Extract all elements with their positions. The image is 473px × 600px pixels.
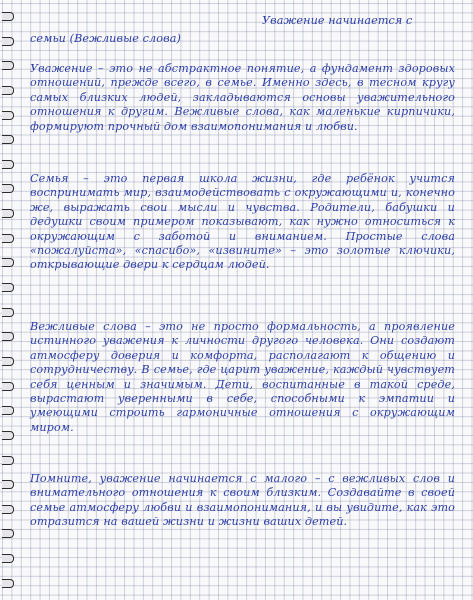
spiral-binding (0, 0, 18, 600)
spiral-ring (2, 579, 14, 588)
spiral-ring (2, 554, 14, 563)
spiral-ring (2, 111, 14, 120)
spiral-ring (2, 258, 14, 267)
spiral-ring (2, 406, 14, 415)
spiral-ring (2, 61, 14, 70)
spiral-ring (2, 480, 14, 489)
spiral-ring (2, 12, 14, 21)
title-line-1: Уважение начинается с (262, 14, 413, 27)
spiral-ring (2, 160, 14, 169)
paragraph-2: Семья – это первая школа жизни, где ребёнок учится воспринимать мир, взаимодействовать с окружающими и, конечно же, выражать свои мысли и чувства. Родители, бабушки и дедушки своим примером показывают, как нужно относиться к окружающим с заботой и вниманием. Простые слова «пожалуйста», «спасибо», «извините» – это золотые ключики, открывающие двери к сердцам людей. (30, 172, 455, 272)
spiral-ring (2, 529, 14, 538)
spiral-ring (2, 357, 14, 366)
spiral-ring (2, 37, 14, 46)
spiral-ring (2, 234, 14, 243)
paragraph-4: Помните, уважение начинается с малого – с вежливых слов и внимательного отношения к своим близким. Создавайте в своей семье атмосферу любви и взаимопонимания, и вы увидите, как это отразится на вашей жизни и жизни ваших детей. (30, 472, 455, 529)
spiral-ring (2, 431, 14, 440)
title-line-2: семьи (Вежливые слова) (30, 32, 181, 45)
spiral-ring (2, 86, 14, 95)
spiral-ring (2, 456, 14, 465)
spiral-ring (2, 135, 14, 144)
paragraph-3: Вежливые слова – это не просто формальность, а проявление истинного уважения к личности другого человека. Они создают атмосферу доверия и комфорта, располагают к общению и сотрудничеству. В семье, где царит уважение, каждый чувствует себя ценным и значимым. Дети, воспитанные в такой среде, вырастают уверенными в себе, способными к эмпатии и умеющими строить гармоничные отношения с окружающим миром. (30, 320, 455, 434)
spiral-ring (2, 184, 14, 193)
paragraph-1: Уважение – это не абстрактное понятие, а фундамент здоровых отношений, прежде всего, в семье. Именно здесь, в тесном кругу самых близких людей, закладываются основы уважительного отношения к другим. Вежливые слова, как маленькие кирпичики, формируют прочный дом взаимопонимания и любви. (30, 62, 455, 133)
spiral-ring (2, 308, 14, 317)
spiral-ring (2, 332, 14, 341)
spiral-ring (2, 283, 14, 292)
spiral-ring (2, 382, 14, 391)
spiral-ring (2, 505, 14, 514)
spiral-ring (2, 209, 14, 218)
